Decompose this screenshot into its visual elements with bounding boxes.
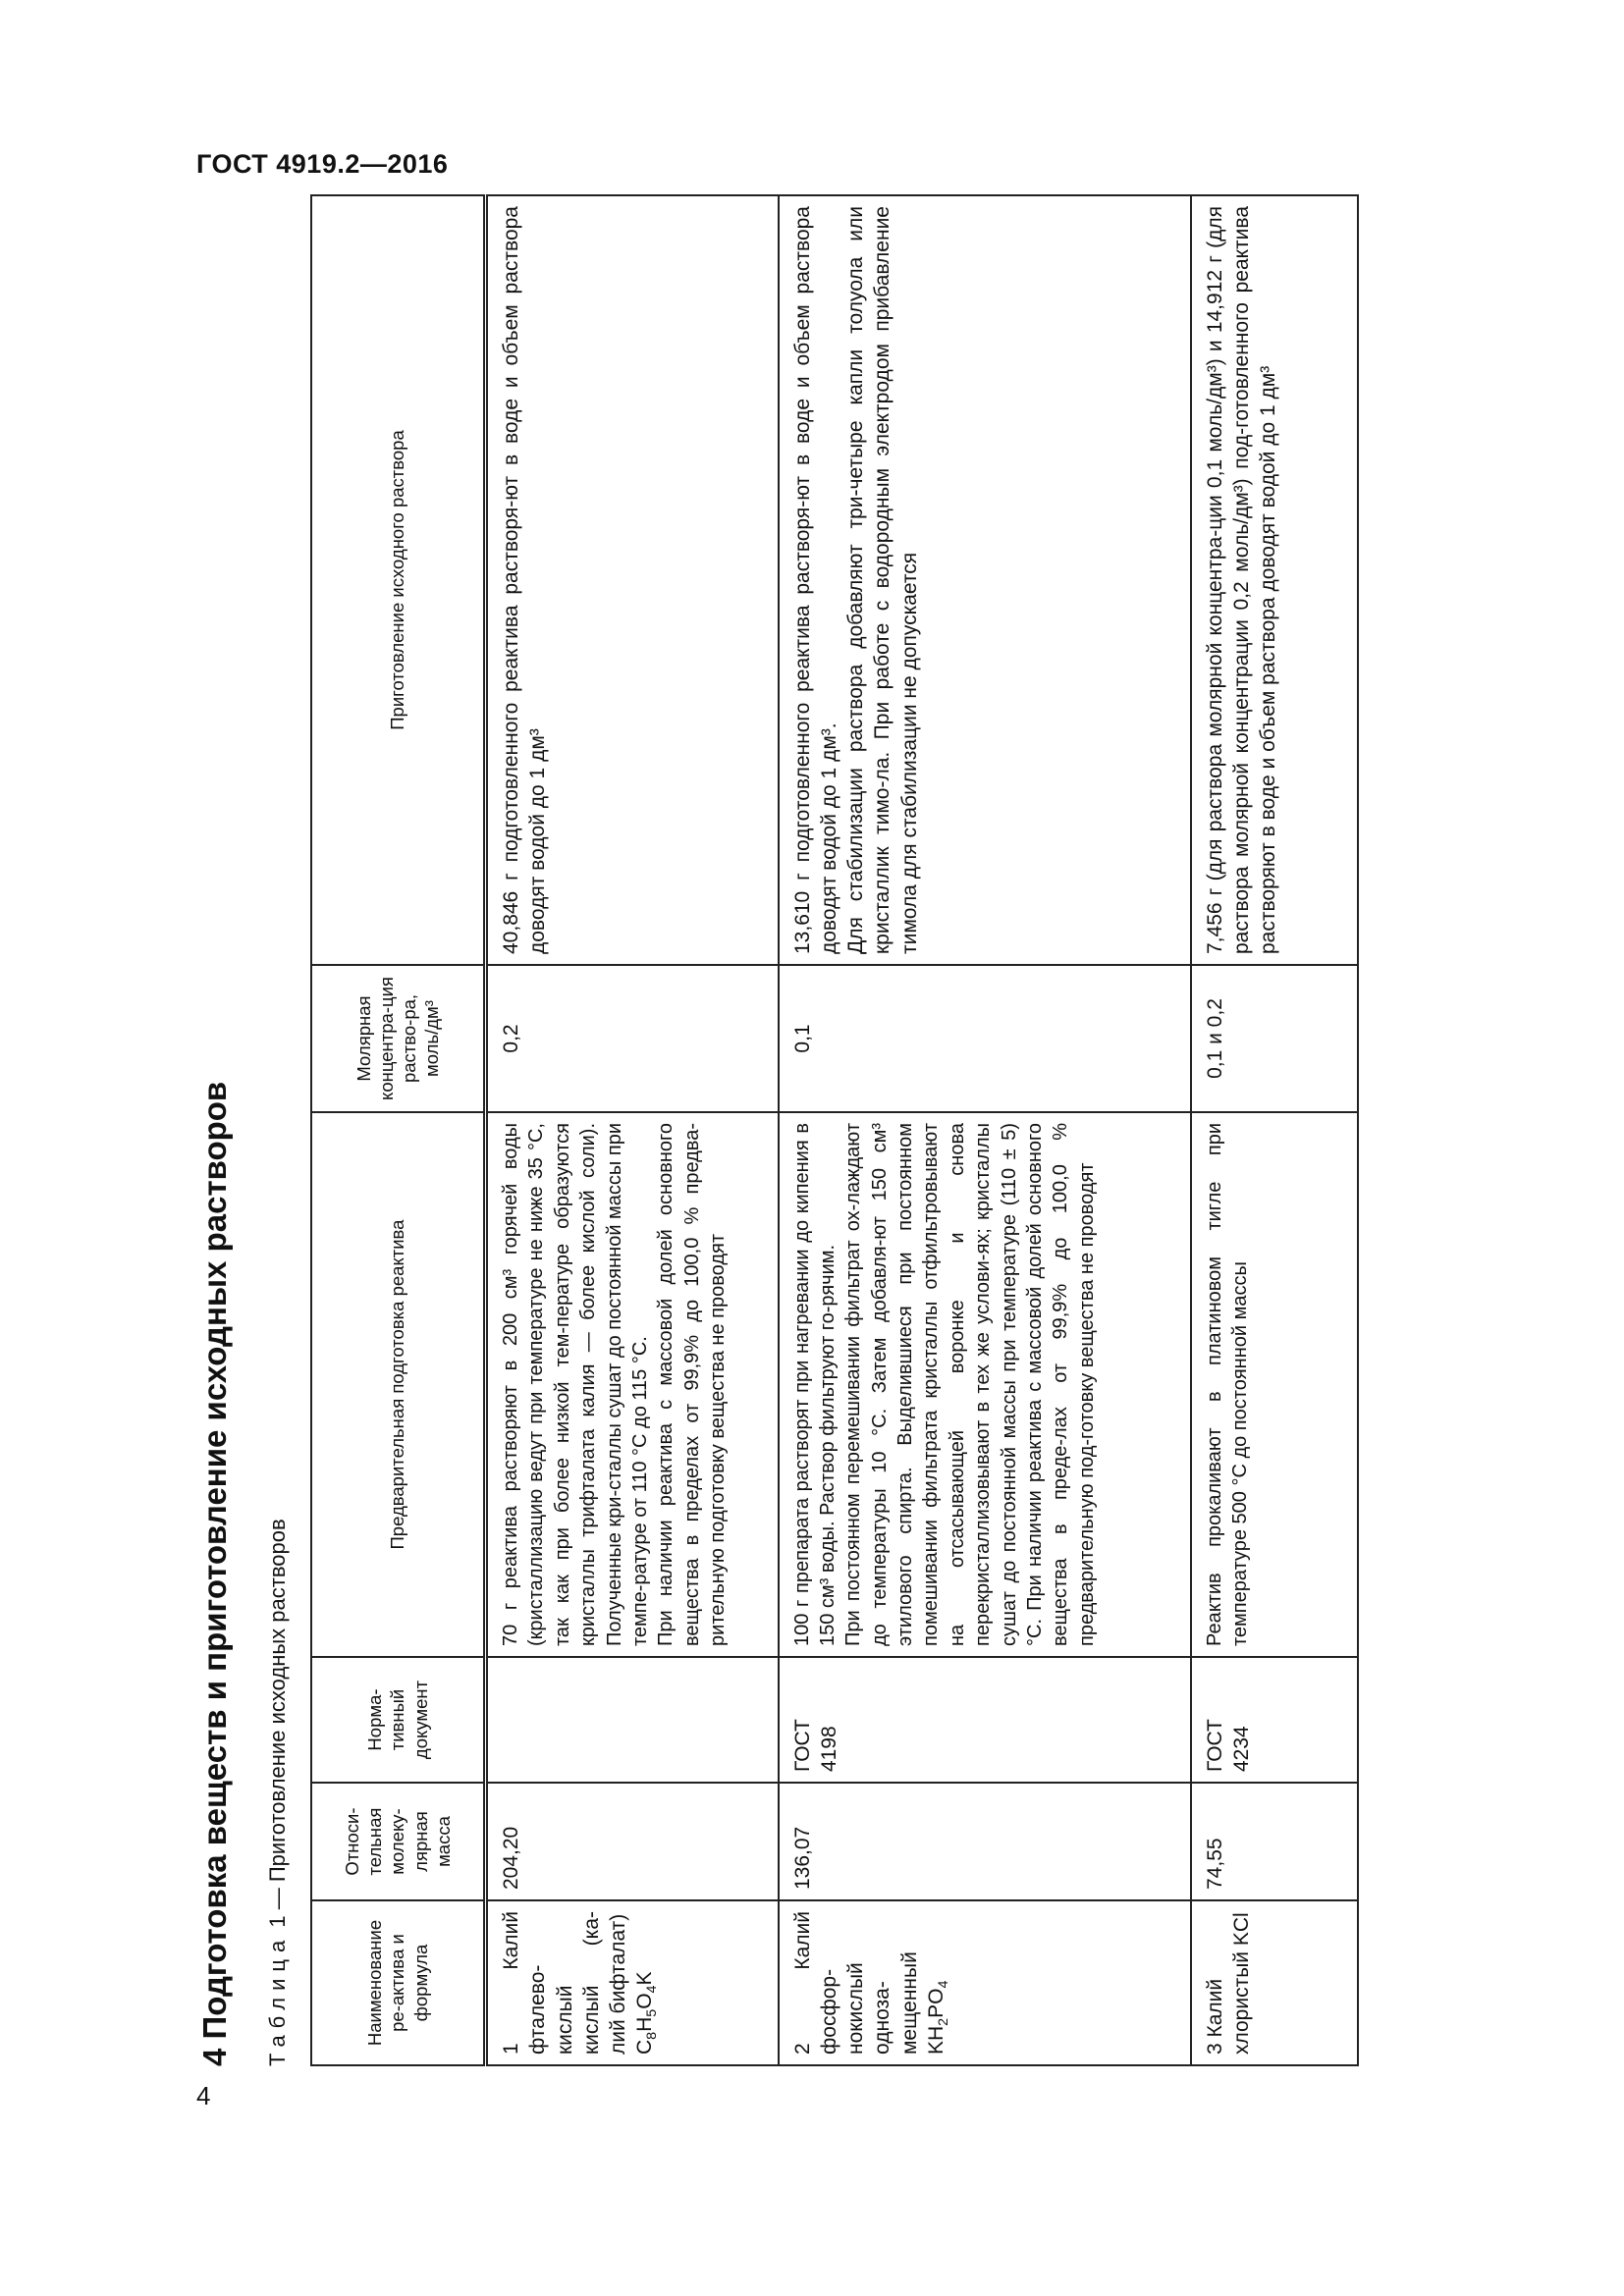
table-row <box>1191 195 1358 2065</box>
solution-note: Для стабилизации раствора добавляют три-четыре капли толуола или кристаллик тимо-ла. При работе с водородным электродом прибавление тимола для стабилизации не допускается <box>844 206 921 954</box>
table-caption-label: Таблица <box>265 1933 290 2066</box>
column-header: Молярная концентра-ция раство-ра, моль/дм³ <box>311 965 486 1112</box>
column-header: Относи-тельная молеку-лярная масса <box>311 1783 486 1900</box>
molecular-mass: 136,07 <box>779 1783 1191 1900</box>
preliminary-preparation <box>779 1112 1191 1657</box>
table-row <box>779 195 1191 2065</box>
preparation-note: При наличии реактива с массовой долей основного вещества в пределах от 99,9% до 100,0 % предва-рительную подготовку вещества не проводят <box>655 1123 730 1646</box>
preparation-text: 100 г препарата растворят при нагревании до кипения в 150 см³ воды. Раствор фильтруют го-рячим. <box>790 1123 839 1646</box>
preparation-note: При постоянном перемешивании фильтрат ох-лаждают до температуры 10 °С. Затем добавля-ют 150 см³ этилового спирта. Выделившиеся при постоянном помешивании фильтрата кристаллы отфильтровывают на отсасывающей воронке и снова перекристаллизовывают в тех же услови-ях; кристаллы сушат до постоянной массы при температуре (110 ± 5) °С. При наличии реактива с массовой долей основного вещества в преде-лах от 99,9% до 100,0 % предварительную под-готовку вещества не проводят <box>842 1123 1098 1646</box>
normative-document <box>486 1657 779 1783</box>
reagent-name-cell <box>779 1900 1191 2065</box>
column-header: Приготовление исходного раствора <box>311 195 486 965</box>
table-header-row <box>311 195 486 2065</box>
preparation-text: 70 г реактива растворяют в 200 см³ горячей воды (кристаллизацию ведут при температуре не ниже 35 °С, так как при более низкой тем-пературе образуются кристаллы трифталата калия — более кислой соли). Полученные кри-сталлы сушат до постоянной массы при темпе-ратуре от 110 °С до 115 °С. <box>500 1123 651 1646</box>
normative-document: ГОСТ 4198 <box>779 1657 1191 1783</box>
reagent-formula: $C_8H_5O_4K$ <box>633 1971 661 2055</box>
table-caption-text: 1 — Приготовление исходных растворов <box>265 1519 290 1934</box>
reagent-name-cell <box>1191 1900 1358 2065</box>
reagent-name: 1 Калий фталево-кислый кислый (ка-лий бифталат) <box>500 1911 630 2055</box>
solution-preparation: 7,456 г (для раствора молярной концентра-ции 0,1 моль/дм³) и 14,912 г (для раствора молярной концентрации 0,2 моль/дм³) под-готовленного реактива растворяют в воде и объем раствора доводят водой до 1 дм³ <box>1191 195 1358 965</box>
column-header: Норма-тивный документ <box>311 1657 486 1783</box>
molar-concentration: 0,1 <box>779 965 1191 1112</box>
reagent-name: 2 Калий фосфор-нокислый одноза-мещенный <box>790 1911 921 2055</box>
molecular-mass: 74,55 <box>1191 1783 1358 1900</box>
preliminary-preparation: Реактив прокаливают в платиновом тигле при температуре 500 °С до постоянной массы <box>1191 1112 1358 1657</box>
table-caption <box>265 1519 291 2066</box>
molar-concentration: 0,1 и 0,2 <box>1191 965 1358 1112</box>
solution-preparation: 40,846 г подготовленного реактива растворя-ют в воде и объем раствора доводят водой до 1 дм³ <box>486 195 779 965</box>
reagent-formula: $KH_2PO_4$ <box>924 1980 952 2055</box>
column-header: Предварительная подготовка реактива <box>311 1112 486 1657</box>
reagent-name-cell <box>486 1900 779 2065</box>
solution-preparation <box>779 195 1191 965</box>
rotated-content <box>196 137 1404 2101</box>
document-code: ГОСТ 4919.2—2016 <box>196 149 449 179</box>
preparation-table <box>310 194 1359 2066</box>
molar-concentration: 0,2 <box>486 965 779 1112</box>
normative-document: ГОСТ 4234 <box>1191 1657 1358 1783</box>
preliminary-preparation <box>486 1112 779 1657</box>
table-row <box>486 195 779 2065</box>
page-number: 4 <box>196 2081 211 2110</box>
section-title: 4 Подготовка веществ и приготовление исходных растворов <box>196 1081 233 2066</box>
molecular-mass: 204,20 <box>486 1783 779 1900</box>
column-header: Наименование ре-активa и формула <box>311 1900 486 2065</box>
reagent-name: 3 Калий хлористый KCl <box>1203 1912 1253 2055</box>
solution-text: 13,610 г подготовленного реактива растворя-ют в воде и объем раствора доводят водой до 1 дм³. <box>790 206 840 954</box>
